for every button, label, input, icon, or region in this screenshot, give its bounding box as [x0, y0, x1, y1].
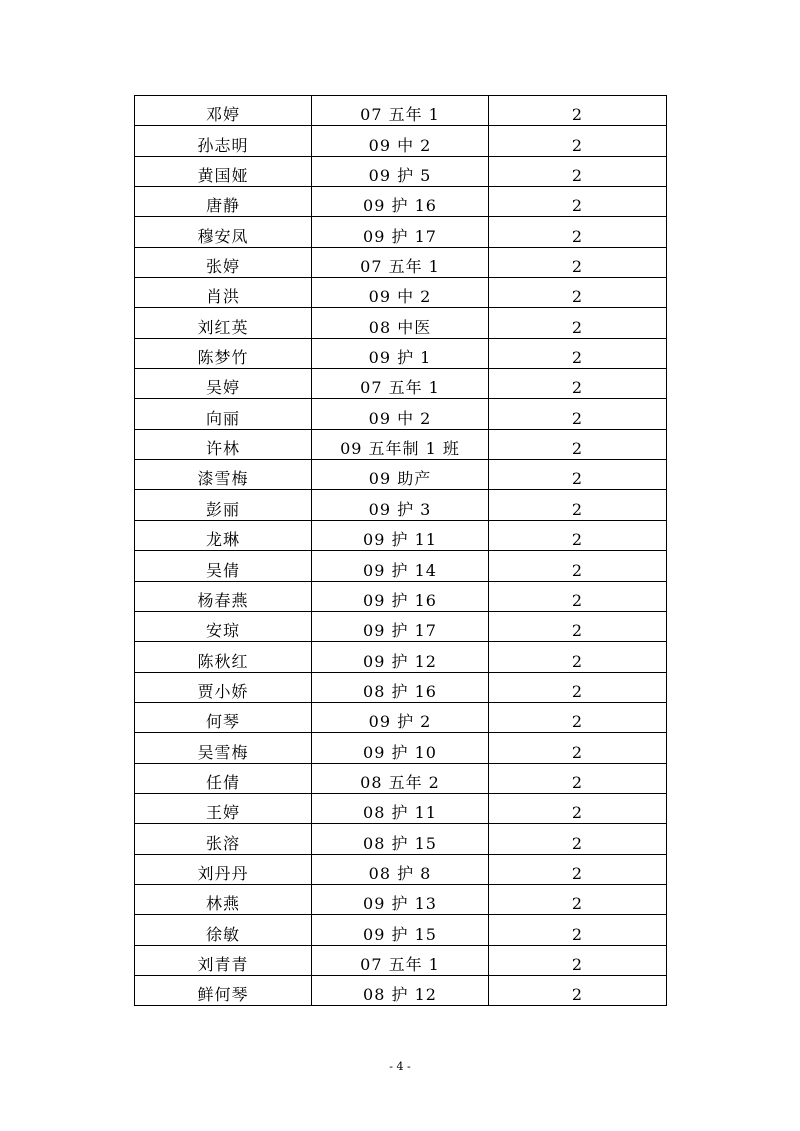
student-name-cell-text: 刘青青: [197, 954, 249, 974]
count-cell: [489, 975, 667, 1005]
table-row: [135, 278, 667, 308]
class-name-cell-text: 07 五年 1: [360, 378, 440, 398]
count-cell-text: 2: [571, 651, 584, 671]
table-row: [135, 126, 667, 156]
class-name-cell-text: 08 中医: [368, 317, 432, 337]
class-name-cell: [312, 793, 489, 823]
count-cell-text: 2: [571, 924, 584, 944]
count-cell: [489, 793, 667, 823]
class-name-cell: [312, 733, 489, 763]
class-name-cell: [312, 520, 489, 550]
count-cell: [489, 187, 667, 217]
class-name-cell-text: 08 护 16: [363, 681, 437, 701]
class-name-cell-text: 08 五年 2: [360, 772, 440, 792]
count-cell-text: 2: [571, 105, 584, 125]
student-name-cell-text: 龙琳: [205, 530, 240, 550]
class-name-cell: [312, 884, 489, 914]
student-name-cell-text: 徐敏: [205, 924, 240, 944]
class-name-cell-text: 09 中 2: [368, 135, 432, 155]
count-cell-text: 2: [571, 954, 584, 974]
count-cell: [489, 854, 667, 884]
count-cell-text: 2: [571, 378, 584, 398]
student-name-cell-text: 陈秋红: [197, 651, 249, 671]
count-cell: [489, 399, 667, 429]
class-name-cell-text: 09 护 5: [368, 166, 432, 186]
table-row: [135, 338, 667, 368]
class-name-cell: [312, 702, 489, 732]
class-name-cell-text: 09 护 17: [363, 621, 437, 641]
student-name-cell-text: 安琼: [205, 621, 240, 641]
class-name-cell-text: 09 护 3: [368, 499, 432, 519]
student-name-cell: [135, 369, 312, 399]
student-name-cell-text: 黄国娅: [197, 166, 249, 186]
class-name-cell: [312, 429, 489, 459]
count-cell-text: 2: [571, 408, 584, 428]
count-cell: [489, 429, 667, 459]
table-row: [135, 733, 667, 763]
table-row: [135, 854, 667, 884]
count-cell-text: 2: [571, 863, 584, 883]
count-cell: [489, 126, 667, 156]
count-cell: [489, 96, 667, 126]
count-cell: [489, 520, 667, 550]
table-row: [135, 308, 667, 338]
count-cell-text: 2: [571, 257, 584, 277]
count-cell: [489, 702, 667, 732]
class-name-cell-text: 08 护 11: [363, 803, 437, 823]
student-name-cell-text: 何琴: [205, 712, 240, 732]
student-name-cell: [135, 702, 312, 732]
student-name-cell: [135, 429, 312, 459]
table-row: [135, 399, 667, 429]
student-name-cell: [135, 399, 312, 429]
count-cell-text: 2: [571, 469, 584, 489]
class-name-cell: [312, 642, 489, 672]
count-cell: [489, 247, 667, 277]
student-name-cell-text: 吴婷: [205, 378, 240, 398]
count-cell-text: 2: [571, 803, 584, 823]
count-cell-text: 2: [571, 681, 584, 701]
student-name-cell-text: 向丽: [205, 408, 240, 428]
class-name-cell-text: 09 护 11: [363, 530, 437, 550]
count-cell: [489, 581, 667, 611]
table-row: [135, 672, 667, 702]
class-name-cell: [312, 96, 489, 126]
table-row: [135, 96, 667, 126]
class-name-cell: [312, 824, 489, 854]
class-name-cell: [312, 187, 489, 217]
table-row: [135, 520, 667, 550]
count-cell-text: 2: [571, 317, 584, 337]
student-name-cell: [135, 884, 312, 914]
count-cell: [489, 763, 667, 793]
student-name-cell: [135, 187, 312, 217]
count-cell-text: 2: [571, 621, 584, 641]
class-name-cell: [312, 217, 489, 247]
class-name-cell-text: 09 中 2: [368, 287, 432, 307]
table-body: [135, 96, 667, 1006]
class-name-cell-text: 09 护 16: [363, 196, 437, 216]
class-name-cell: [312, 338, 489, 368]
student-name-cell-text: 刘丹丹: [197, 863, 249, 883]
count-cell-text: 2: [571, 439, 584, 459]
class-name-cell-text: 09 护 2: [368, 712, 432, 732]
count-cell-text: 2: [571, 287, 584, 307]
table-row: [135, 429, 667, 459]
table-row: [135, 156, 667, 186]
class-name-cell-text: 09 护 16: [363, 590, 437, 610]
class-name-cell-text: 08 护 12: [363, 985, 437, 1005]
student-name-cell: [135, 338, 312, 368]
student-name-cell-text: 张婷: [205, 257, 240, 277]
student-name-cell-text: 孙志明: [197, 135, 249, 155]
student-name-cell: [135, 156, 312, 186]
student-name-cell: [135, 247, 312, 277]
class-name-cell-text: 09 护 15: [363, 924, 437, 944]
student-name-cell: [135, 975, 312, 1005]
count-cell: [489, 460, 667, 490]
count-cell: [489, 672, 667, 702]
count-cell-text: 2: [571, 742, 584, 762]
count-cell-text: 2: [571, 985, 584, 1005]
class-name-cell: [312, 854, 489, 884]
student-name-cell: [135, 763, 312, 793]
class-name-cell: [312, 399, 489, 429]
count-cell: [489, 308, 667, 338]
student-name-cell: [135, 824, 312, 854]
student-name-cell: [135, 96, 312, 126]
count-cell: [489, 611, 667, 641]
class-name-cell: [312, 278, 489, 308]
table-row: [135, 369, 667, 399]
class-name-cell-text: 09 护 12: [363, 651, 437, 671]
class-name-cell: [312, 551, 489, 581]
count-cell: [489, 824, 667, 854]
class-name-cell: [312, 308, 489, 338]
table-row: [135, 460, 667, 490]
student-name-cell-text: 刘红英: [197, 317, 249, 337]
count-cell: [489, 551, 667, 581]
class-name-cell-text: 09 五年制 1 班: [340, 439, 460, 459]
table-row: [135, 217, 667, 247]
count-cell-text: 2: [571, 833, 584, 853]
student-name-cell: [135, 611, 312, 641]
student-name-cell-text: 王婷: [205, 803, 240, 823]
table-row: [135, 611, 667, 641]
student-name-cell-text: 许林: [205, 439, 240, 459]
count-cell-text: 2: [571, 530, 584, 550]
count-cell-text: 2: [571, 560, 584, 580]
count-cell-text: 2: [571, 590, 584, 610]
student-name-cell: [135, 217, 312, 247]
class-name-cell: [312, 156, 489, 186]
student-name-cell-text: 任倩: [205, 772, 240, 792]
table-row: [135, 824, 667, 854]
student-name-cell-text: 穆安凤: [197, 226, 249, 246]
student-name-cell: [135, 793, 312, 823]
class-name-cell: [312, 945, 489, 975]
table-row: [135, 187, 667, 217]
student-name-cell: [135, 460, 312, 490]
class-name-cell-text: 09 护 13: [363, 894, 437, 914]
class-name-cell-text: 09 助产: [368, 469, 432, 489]
student-name-cell-text: 唐静: [205, 196, 240, 216]
count-cell-text: 2: [571, 712, 584, 732]
count-cell: [489, 945, 667, 975]
table-row: [135, 793, 667, 823]
student-name-cell: [135, 278, 312, 308]
student-name-cell-text: 漆雪梅: [197, 469, 249, 489]
student-name-cell: [135, 672, 312, 702]
table-row: [135, 884, 667, 914]
student-name-cell-text: 陈梦竹: [197, 348, 249, 368]
class-name-cell-text: 09 护 10: [363, 742, 437, 762]
class-name-cell: [312, 975, 489, 1005]
class-name-cell-text: 09 护 14: [363, 560, 437, 580]
class-name-cell: [312, 672, 489, 702]
table-row: [135, 642, 667, 672]
table-row: [135, 247, 667, 277]
class-name-cell-text: 08 护 15: [363, 833, 437, 853]
student-name-cell: [135, 308, 312, 338]
student-name-cell: [135, 490, 312, 520]
student-name-cell-text: 林燕: [205, 894, 240, 914]
student-name-cell-text: 鲜何琴: [197, 985, 249, 1005]
count-cell-text: 2: [571, 166, 584, 186]
student-name-cell: [135, 733, 312, 763]
student-table: [134, 95, 667, 1006]
class-name-cell: [312, 581, 489, 611]
table-row: [135, 551, 667, 581]
class-name-cell-text: 07 五年 1: [360, 257, 440, 277]
count-cell-text: 2: [571, 772, 584, 792]
table-row: [135, 763, 667, 793]
count-cell-text: 2: [571, 894, 584, 914]
count-cell: [489, 733, 667, 763]
student-name-cell: [135, 945, 312, 975]
student-name-cell-text: 贾小娇: [197, 681, 249, 701]
class-name-cell-text: 07 五年 1: [360, 105, 440, 125]
count-cell-text: 2: [571, 348, 584, 368]
student-name-cell-text: 吴雪梅: [197, 742, 249, 762]
count-cell: [489, 338, 667, 368]
table-row: [135, 581, 667, 611]
count-cell-text: 2: [571, 499, 584, 519]
page-number: - 4 -: [389, 1060, 411, 1073]
count-cell-text: 2: [571, 196, 584, 216]
count-cell: [489, 217, 667, 247]
count-cell-text: 2: [571, 226, 584, 246]
count-cell: [489, 278, 667, 308]
student-name-cell: [135, 915, 312, 945]
student-name-cell-text: 吴倩: [205, 560, 240, 580]
count-cell: [489, 642, 667, 672]
class-name-cell: [312, 126, 489, 156]
class-name-cell-text: 09 中 2: [368, 408, 432, 428]
class-name-cell: [312, 369, 489, 399]
table-row: [135, 945, 667, 975]
student-name-cell: [135, 520, 312, 550]
count-cell-text: 2: [571, 135, 584, 155]
class-name-cell-text: 07 五年 1: [360, 954, 440, 974]
count-cell: [489, 369, 667, 399]
student-name-cell: [135, 126, 312, 156]
student-name-cell-text: 张溶: [205, 833, 240, 853]
student-name-cell: [135, 854, 312, 884]
class-name-cell: [312, 915, 489, 945]
table-row: [135, 975, 667, 1005]
student-name-cell: [135, 642, 312, 672]
table-row: [135, 702, 667, 732]
class-name-cell: [312, 611, 489, 641]
student-name-cell-text: 肖洪: [205, 287, 240, 307]
class-name-cell: [312, 490, 489, 520]
class-name-cell-text: 08 护 8: [368, 863, 432, 883]
student-name-cell: [135, 551, 312, 581]
class-name-cell-text: 09 护 1: [368, 348, 432, 368]
table-row: [135, 490, 667, 520]
count-cell: [489, 915, 667, 945]
student-name-cell-text: 彭丽: [205, 499, 240, 519]
student-name-cell-text: 邓婷: [205, 105, 240, 125]
class-name-cell: [312, 763, 489, 793]
class-name-cell-text: 09 护 17: [363, 226, 437, 246]
count-cell: [489, 884, 667, 914]
student-name-cell: [135, 581, 312, 611]
count-cell: [489, 156, 667, 186]
class-name-cell: [312, 460, 489, 490]
table-row: [135, 915, 667, 945]
class-name-cell: [312, 247, 489, 277]
count-cell: [489, 490, 667, 520]
student-name-cell-text: 杨春燕: [197, 590, 249, 610]
